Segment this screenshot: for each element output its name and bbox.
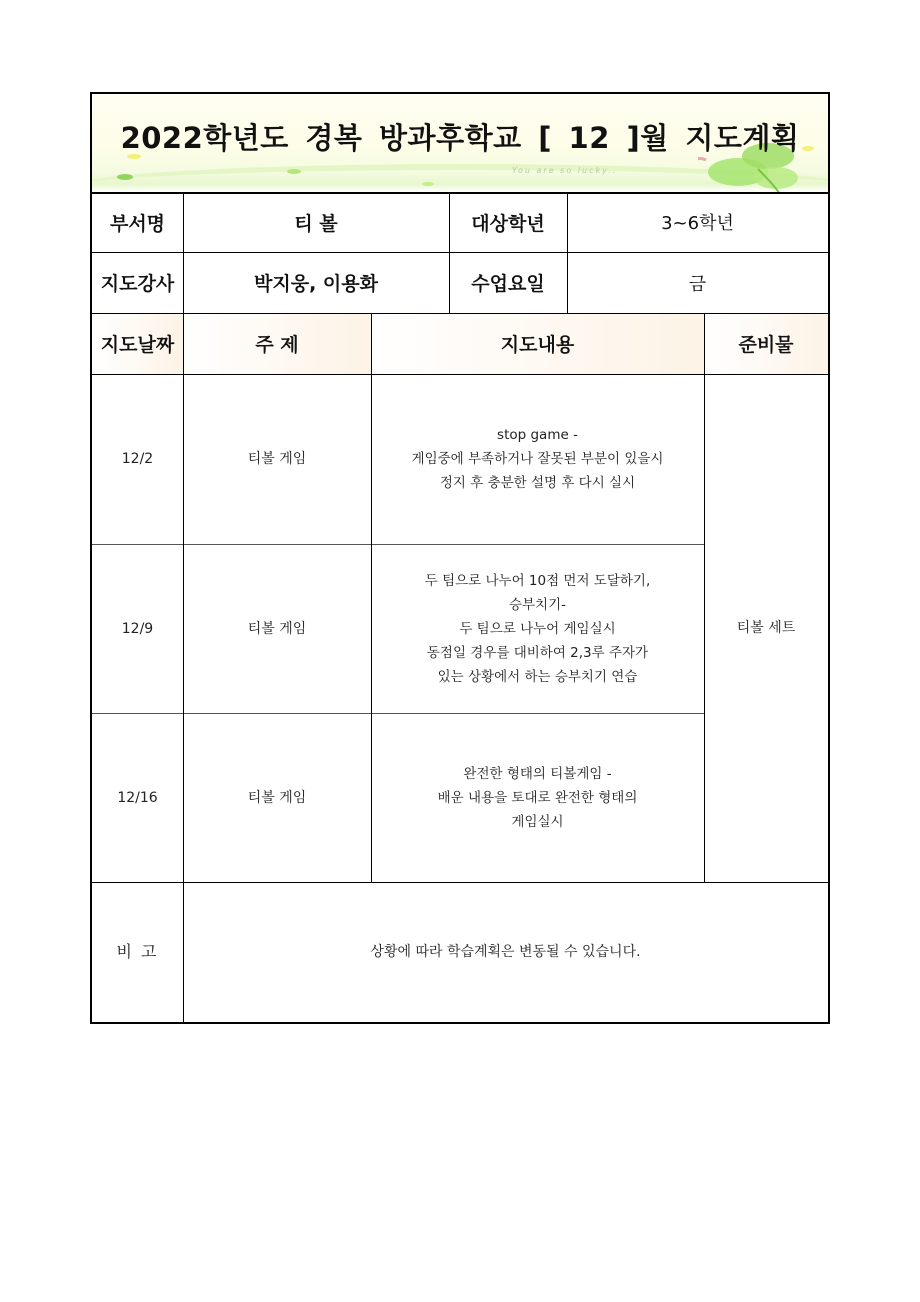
lesson-date: 12/9	[121, 620, 154, 637]
remarks-text: 상황에 따라 학습계획은 변동될 수 있습니다.	[370, 944, 641, 960]
divider	[704, 313, 705, 882]
divider	[449, 192, 450, 313]
content-line: 두 팀으로 나누어 10점 먼저 도달하기,	[424, 572, 651, 589]
column-header-content: 지도내용	[371, 313, 704, 374]
decorative-dot	[422, 182, 434, 186]
lesson-date: 12/16	[117, 789, 158, 806]
column-header-topic: 주 제	[183, 313, 371, 374]
content-line: 배운 내용을 토대로 완전한 형태의	[437, 789, 638, 806]
content-line: 동점일 경우를 대비하여 2,3루 주자가	[426, 644, 649, 661]
target-grade-label: 대상학년	[471, 212, 545, 235]
divider	[92, 374, 828, 375]
instructor-label: 지도강사	[100, 273, 175, 295]
page-title: 2022학년도 경복 방과후학교 [ 12 ]월 지도계획	[120, 121, 800, 155]
title-banner	[92, 94, 828, 194]
department-value: 티 볼	[294, 212, 338, 235]
divider	[92, 882, 828, 883]
content-line: stop game -	[497, 427, 578, 443]
divider	[92, 252, 828, 253]
content-line: 승부치기-	[508, 596, 567, 613]
divider	[371, 313, 372, 882]
divider	[183, 192, 184, 1022]
divider	[92, 313, 828, 314]
lesson-date: 12/2	[121, 451, 154, 467]
content-line: 게임중에 부족하거나 잘못된 부분이 있을시	[411, 451, 664, 467]
class-day-label: 수업요일	[471, 273, 545, 295]
decorative-dot	[117, 174, 133, 180]
instructor-value: 박지웅, 이용화	[254, 273, 378, 295]
content-line: 완전한 형태의 티볼게임 -	[463, 765, 612, 782]
lesson-content	[371, 713, 704, 882]
target-grade-value: 3~6학년	[661, 213, 734, 234]
class-day-value: 금	[688, 273, 707, 295]
banner-tagline: You are so lucky..	[512, 166, 618, 175]
lesson-topic: 티볼 게임	[247, 789, 307, 806]
content-line: 두 팀으로 나누어 게임실시	[459, 620, 616, 637]
lesson-content	[371, 544, 704, 713]
lesson-content	[371, 374, 704, 544]
divider	[567, 192, 568, 313]
lesson-topic: 티볼 게임	[247, 451, 307, 467]
materials-cell: 티볼 세트	[736, 620, 796, 636]
content-line: 있는 상황에서 하는 승부치기 연습	[437, 668, 638, 685]
lesson-topic: 티볼 게임	[247, 620, 307, 637]
decorative-dot	[287, 169, 301, 174]
column-header-date: 지도날짜	[92, 313, 183, 374]
remarks-label: 비 고	[116, 942, 159, 961]
lesson-plan-document	[90, 92, 830, 1024]
department-label: 부서명	[109, 212, 166, 235]
content-line: 정지 후 충분한 설명 후 다시 실시	[439, 475, 636, 491]
content-line: 게임실시	[511, 813, 564, 830]
column-header-materials: 준비물	[704, 313, 828, 374]
